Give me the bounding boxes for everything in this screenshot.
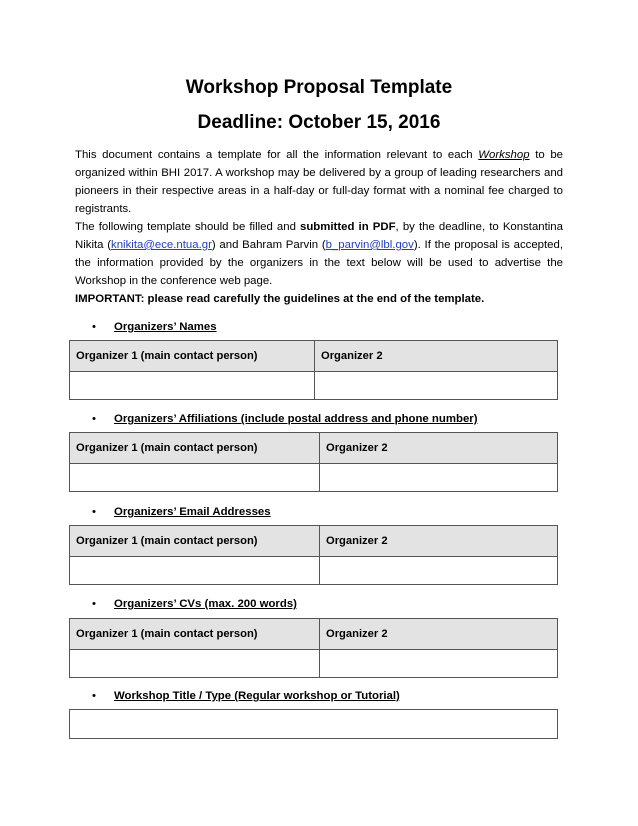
instructions-text-a: The following template should be filled and xyxy=(75,221,301,233)
input-cell-organizer-1-email[interactable] xyxy=(70,557,320,585)
bullet-icon: • xyxy=(92,690,96,702)
intro-text-b: to be organized within BHI 2017. A workshop may be delivered by a group of leading researchers and pioneers in their respective areas in a half-day or full-day format with a nominal fee charged to registrants. xyxy=(75,149,564,215)
organizers-emails-table xyxy=(69,525,558,585)
section-heading-cvs xyxy=(92,598,297,610)
instructions-text-d: ). If the proposal is accepted, the information provided by the organizers in the text below will be used to advertise the Workshop in the conference web page. xyxy=(75,239,564,287)
section-heading-text: Workshop Title / Type (Regular workshop or Tutorial) xyxy=(114,690,400,702)
section-heading-workshop-title xyxy=(92,690,400,702)
bullet-icon: • xyxy=(92,598,96,610)
section-heading-text: Organizers’ Affiliations (include postal address and phone number) xyxy=(114,413,478,425)
email-link-parvin[interactable]: b_parvin@lbl.gov xyxy=(325,239,414,251)
bullet-icon: • xyxy=(92,321,96,333)
section-heading-text: Organizers’ Email Addresses xyxy=(114,506,271,518)
workshop-word: Workshop xyxy=(478,149,530,161)
important-note: IMPORTANT: please read carefully the guidelines at the end of the template. xyxy=(75,293,485,305)
input-cell-organizer-2-affiliation[interactable] xyxy=(320,464,558,492)
bullet-icon: • xyxy=(92,506,96,518)
organizers-cvs-table xyxy=(69,618,558,678)
column-header-organizer-2: Organizer 2 xyxy=(315,341,558,372)
section-heading-emails xyxy=(92,506,271,518)
input-cell-organizer-1-affiliation[interactable] xyxy=(70,464,320,492)
workshop-title-table xyxy=(69,709,558,739)
input-cell-organizer-2-cv[interactable] xyxy=(320,650,558,678)
instructions-text-b: , by the deadline, to Konstantina Nikita ( xyxy=(75,221,563,251)
column-header-organizer-1: Organizer 1 (main contact person) xyxy=(70,433,320,464)
column-header-organizer-1: Organizer 1 (main contact person) xyxy=(70,619,320,650)
section-heading-affiliations xyxy=(92,413,478,425)
section-heading-text: Organizers’ Names xyxy=(114,321,217,333)
input-cell-organizer-2-email[interactable] xyxy=(320,557,558,585)
instructions-paragraph xyxy=(75,218,563,290)
organizers-affiliations-table xyxy=(69,432,558,492)
column-header-organizer-2: Organizer 2 xyxy=(320,433,558,464)
deadline-heading: Deadline: October 15, 2016 xyxy=(197,112,441,133)
bullet-icon: • xyxy=(92,413,96,425)
intro-paragraph xyxy=(75,146,563,218)
input-cell-workshop-title[interactable] xyxy=(70,710,558,739)
document-title: Workshop Proposal Template xyxy=(185,77,453,98)
column-header-organizer-2: Organizer 2 xyxy=(320,619,558,650)
organizers-names-table xyxy=(69,340,558,400)
column-header-organizer-1: Organizer 1 (main contact person) xyxy=(70,341,315,372)
column-header-organizer-2: Organizer 2 xyxy=(320,526,558,557)
section-heading-names xyxy=(92,321,217,333)
input-cell-organizer-1-name[interactable] xyxy=(70,372,315,400)
instructions-text-c: ) and Bahram Parvin ( xyxy=(211,239,326,251)
input-cell-organizer-2-name[interactable] xyxy=(315,372,558,400)
input-cell-organizer-1-cv[interactable] xyxy=(70,650,320,678)
column-header-organizer-1: Organizer 1 (main contact person) xyxy=(70,526,320,557)
intro-text-a: This document contains a template for all the information relevant to each xyxy=(75,149,479,161)
submitted-in-pdf: submitted in PDF xyxy=(300,221,396,233)
email-link-nikita[interactable]: knikita@ece.ntua.gr xyxy=(111,239,212,251)
section-heading-text: Organizers’ CVs (max. 200 words) xyxy=(114,598,297,610)
